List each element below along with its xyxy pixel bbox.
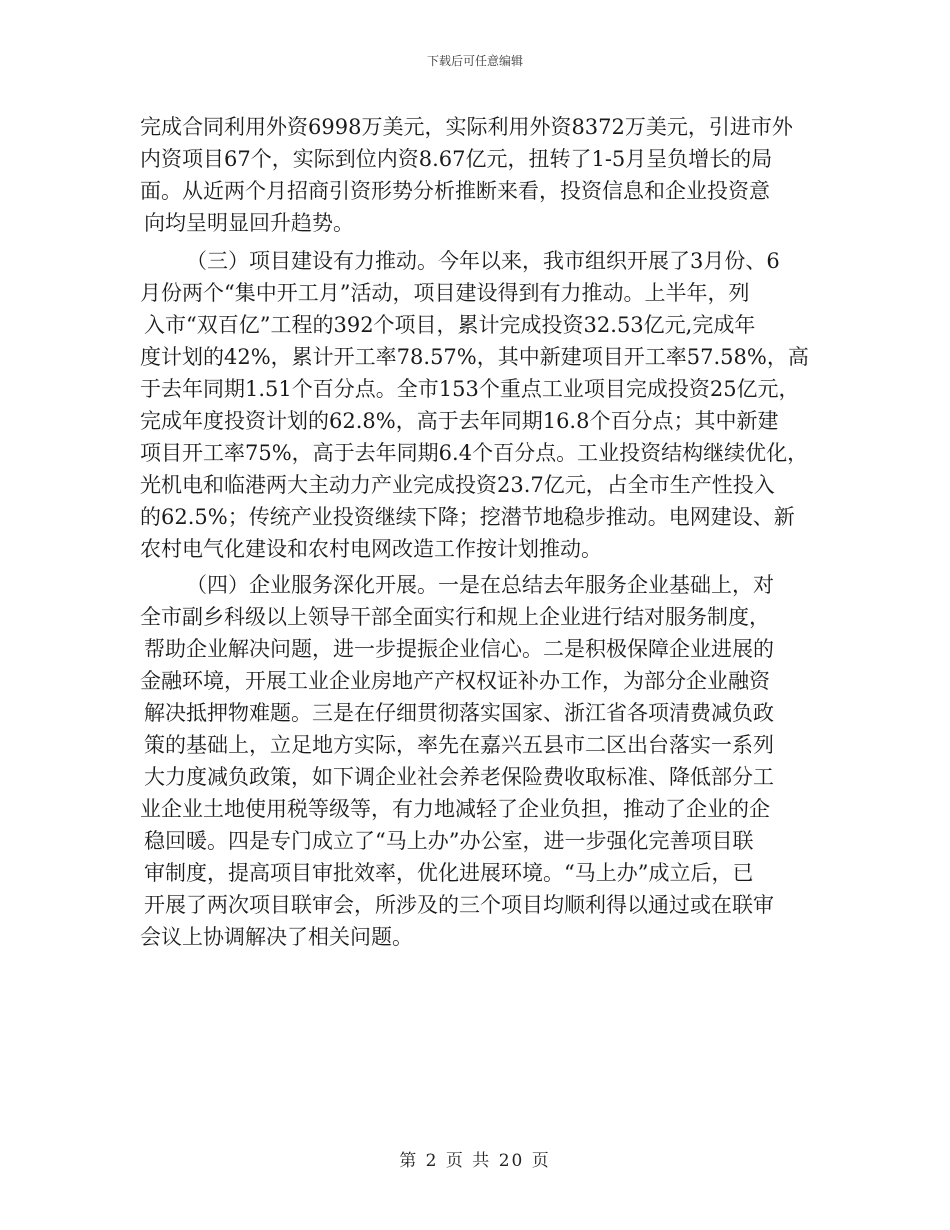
- paragraph-heading-3: （三）项目建设有力推动。今年以来，我市组织开展了3月份、6: [186, 249, 780, 273]
- text-line: 策的基础上，立足地方实际，率先在嘉兴五县市二区出台落实一系列: [144, 733, 774, 757]
- text-line: 度计划的42%，累计开工率78.57%，其中新建项目开工率57.58%，高: [140, 345, 809, 369]
- text-line: 月份两个“集中开工月”活动，项目建设得到有力推动。上半年，列: [140, 281, 750, 305]
- text-line: 开展了两次项目联审会，所涉及的三个项目均顺利得以通过或在联审: [144, 893, 774, 917]
- text-line: 全市副乡科级以上领导干部全面实行和规上企业进行结对服务制度，: [140, 605, 770, 629]
- text-line: 的62.5%；传统产业投资继续下降；挖潜节地稳步推动。电网建设、新: [140, 505, 795, 529]
- text-line: 帮助企业解决问题，进一步提振企业信心。二是积极保障企业进展的: [144, 637, 774, 661]
- text-line: 金融环境，开展工业企业房地产产权权证补办工作，为部分企业融资: [140, 669, 770, 693]
- text-line: 向均呈明显回升趋势。: [144, 211, 354, 235]
- text-line: 完成合同利用外资6998万美元，实际利用外资8372万美元，引进市外: [140, 115, 793, 139]
- text-line: 农村电气化建设和农村电网改造工作按计划推动。: [140, 537, 602, 561]
- text-line: 大力度减负政策，如下调企业社会养老保险费收取标准、降低部分工: [144, 765, 774, 789]
- text-line: 于去年同期1.51个百分点。全市153个重点工业项目完成投资25亿元，: [140, 377, 800, 401]
- paragraph-heading-4: （四）企业服务深化开展。一是在总结去年服务企业基础上，对: [186, 573, 774, 597]
- text-line: 内资项目67个，实际到位内资8.67亿元，扭转了1-5月呈负增长的局: [140, 147, 773, 171]
- page-header: 下载后可任意编辑: [426, 54, 523, 68]
- text-line: 解决抵押物难题。三是在仔细贯彻落实国家、浙江省各项清费减负政: [144, 701, 774, 725]
- text-line: 审制度，提高项目审批效率，优化进展环境。“马上办”成立后，已: [144, 861, 754, 885]
- text-line: 完成年度投资计划的62.8%，高于去年同期16.8个百分点；其中新建: [140, 409, 779, 433]
- text-line: 稳回暖。四是专门成立了“马上办”办公室，进一步强化完善项目联: [144, 829, 754, 853]
- text-line: 面。从近两个月招商引资形势分析推断来看，投资信息和企业投资意: [140, 179, 770, 203]
- page-footer: 第 2 页 共 20 页: [399, 1151, 551, 1171]
- text-line: 光机电和临港两大主动力产业完成投资23.7亿元，占全市生产性投入: [140, 473, 775, 497]
- text-line: 业企业土地使用税等级等，有力地减轻了企业负担，推动了企业的企: [140, 797, 770, 821]
- text-line: 项目开工率75%，高于去年同期6.4个百分点。工业投资结构继续优化，: [140, 441, 809, 465]
- text-line: 入市“双百亿”工程的392个项目，累计完成投资32.53亿元,完成年: [144, 313, 756, 337]
- text-line: 会议上协调解决了相关问题。: [140, 925, 413, 949]
